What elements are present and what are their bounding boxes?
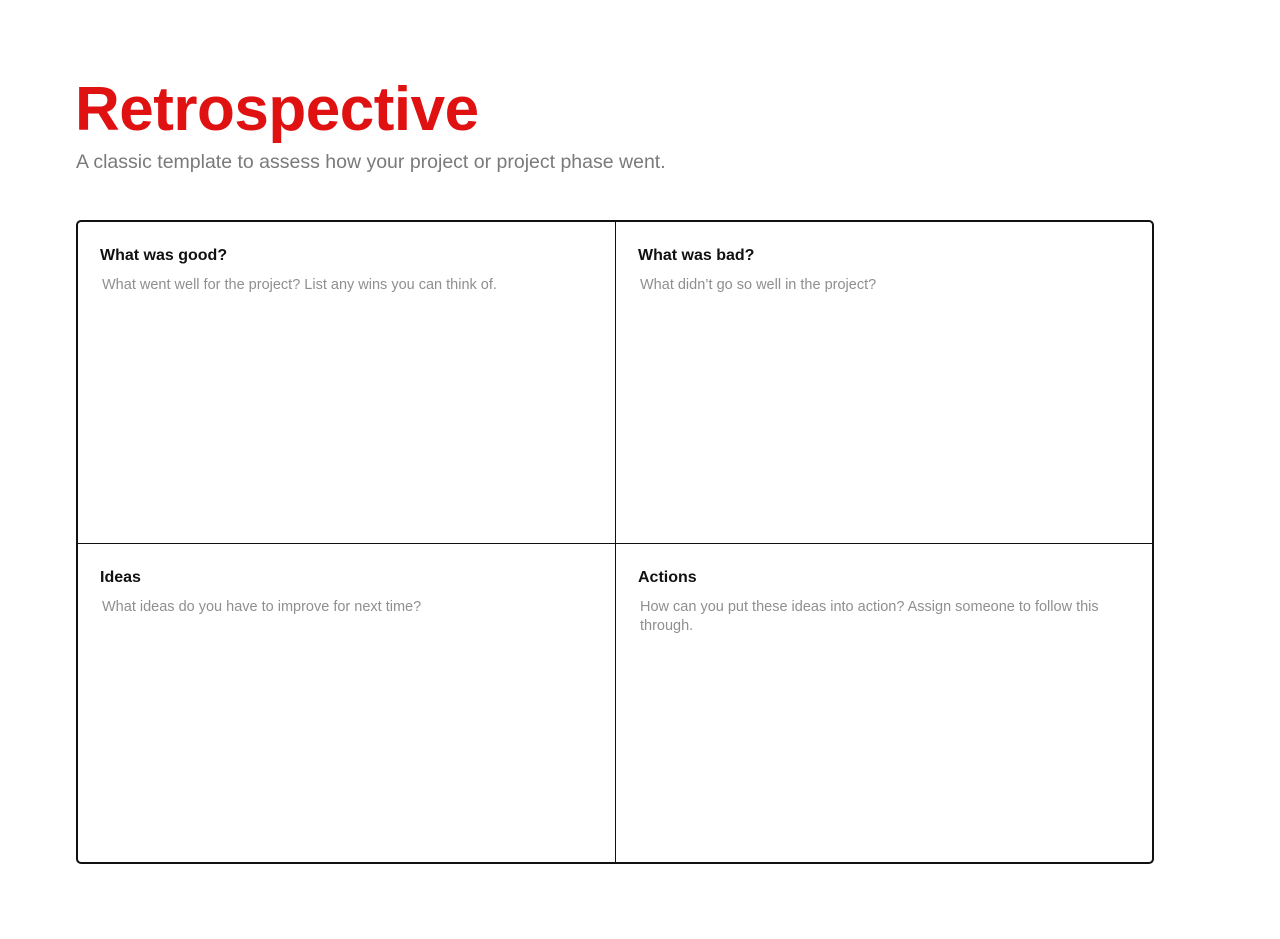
quadrant-ideas[interactable] <box>78 544 616 862</box>
quadrant-heading: What was good? <box>100 247 228 264</box>
retrospective-board <box>76 220 1154 864</box>
quadrant-prompt: What ideas do you have to improve for next time? <box>102 599 422 615</box>
quadrant-actions[interactable] <box>616 544 1152 862</box>
quadrant-prompt: What didn’t go so well in the project? <box>640 277 877 293</box>
quadrant-what-was-good[interactable] <box>78 222 616 544</box>
quadrant-what-was-bad[interactable] <box>616 222 1152 544</box>
quadrant-heading: Actions <box>638 569 697 586</box>
quadrant-heading: Ideas <box>100 569 141 586</box>
page-subtitle: A classic template to assess how your project or project phase went. <box>76 151 666 173</box>
page-title: Retrospective <box>75 75 479 144</box>
quadrant-prompt: What went well for the project? List any wins you can think of. <box>102 277 497 293</box>
quadrant-prompt: How can you put these ideas into action? Assign someone to follow this through. <box>640 599 1099 634</box>
quadrant-heading: What was bad? <box>638 247 755 264</box>
